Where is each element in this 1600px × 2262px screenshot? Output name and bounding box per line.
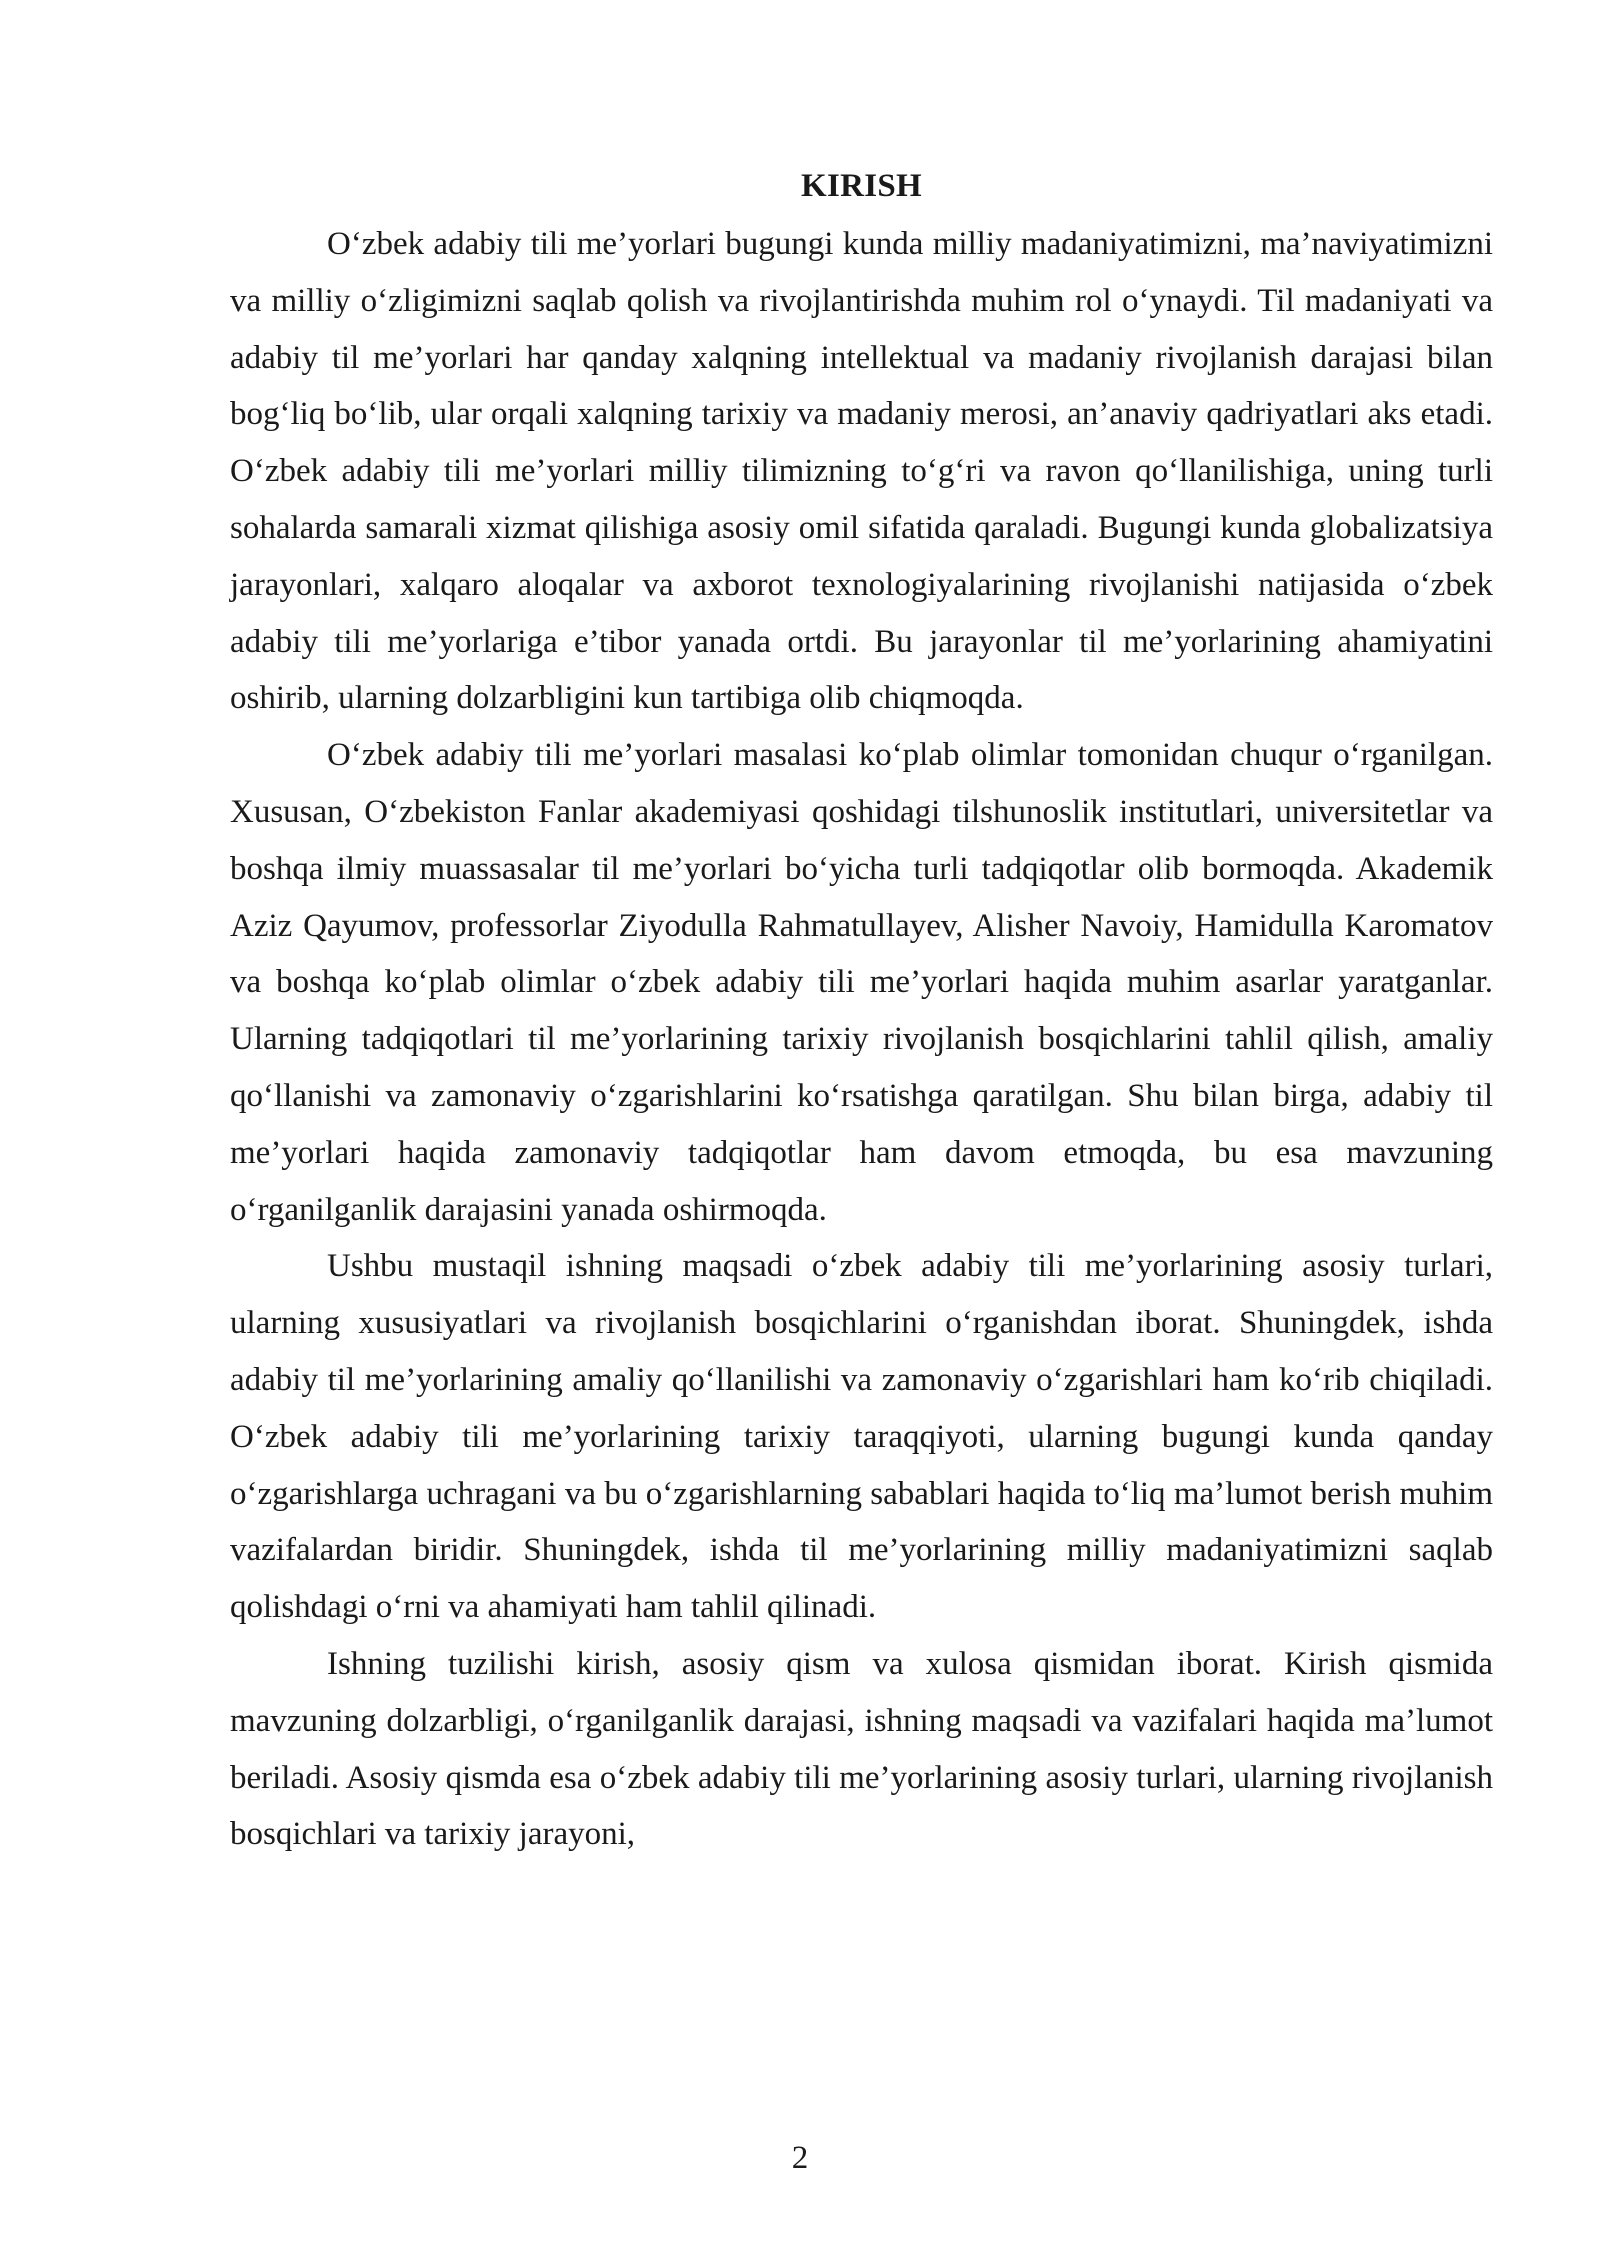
document-page [230, 158, 1493, 1863]
paragraph-research-degree: O‘zbek adabiy tili me’yorlari masalasi ko‘plab olimlar tomonidan chuqur o‘rganilgan. Xususan, O‘zbekiston Fanlar akademiyasi qoshidagi tilshunoslik institutlari, universitetlar va boshqa ilmiy muassasalar til me’yorlari bo‘yicha turli tadqiqotlar olib bormoqda. Akademik Aziz Qayumov, professorlar Ziyodulla Rahmatullayev, Alisher Navoiy, Hamidulla Karomatov va boshqa ko‘plab olimlar o‘zbek adabiy tili me’yorlari haqida muhim asarlar yaratganlar. Ularning tadqiqotlari til me’yorlarining tarixiy rivojlanish bosqichlarini tahlil qilish, amaliy qo‘llanishi va zamonaviy o‘zgarishlarini ko‘rsatishga qaratilgan. Shu bilan birga, adabiy til me’yorlari haqida zamonaviy tadqiqotlar ham davom etmoqda, bu esa mavzuning o‘rganilganlik darajasini yanada oshirmoqda. [230, 737, 1493, 1228]
paragraph-structure: Ishning tuzilishi kirish, asosiy qism va xulosa qismidan iborat. Kirish qismida mavzuning dolzarbligi, o‘rganilganlik darajasi, ishning maqsadi va vazifalari haqida ma’lumot beriladi. Asosiy qismda esa o‘zbek adabiy tili me’yorlarining asosiy turlari, ularning rivojlanish bosqichlari va tarixiy jarayoni, [230, 1645, 1493, 1853]
paragraph-goal: Ushbu mustaqil ishning maqsadi o‘zbek adabiy tili me’yorlarining asosiy turlari, ularning xususiyatlari va rivojlanish bosqichlarini o‘rganishdan iborat. Shuningdek, ishda adabiy til me’yorlarining amaliy qo‘llanilishi va zamonaviy o‘zgarishlari ham ko‘rib chiqiladi. O‘zbek adabiy tili me’yorlarining tarixiy taraqqiyoti, ularning bugungi kunda qanday o‘zgarishlarga uchragani va bu o‘zgarishlarning sabablari haqida to‘liq ma’lumot berish muhim vazifalardan biridir. Shuningdek, ishda til me’yorlarining milliy madaniyatimizni saqlab qolishdagi o‘rni va ahamiyati ham tahlil qilinadi. [230, 1248, 1493, 1626]
section-title: KIRISH [800, 168, 922, 204]
page-number: 2 [791, 2140, 809, 2176]
paragraph-relevance: O‘zbek adabiy tili me’yorlari bugungi kunda milliy madaniyatimizni, ma’naviyatimizni va milliy o‘zligimizni saqlab qolish va rivojlantirishda muhim rol o‘ynaydi. Til madaniyati va adabiy til me’yorlari har qanday xalqning intellektual va madaniy rivojlanish darajasi bilan bog‘liq bo‘lib, ular orqali xalqning tarixiy va madaniy merosi, an’anaviy qadriyatlari aks etadi. O‘zbek adabiy tili me’yorlari milliy tilimizning to‘g‘ri va ravon qo‘llanilishiga, uning turli sohalarda samarali xizmat qilishiga asosiy omil sifatida qaraladi. Bugungi kunda globalizatsiya jarayonlari, xalqaro aloqalar va axborot texnologiyalarining rivojlanishi natijasida o‘zbek adabiy tili me’yorlariga e’tibor yanada ortdi. Bu jarayonlar til me’yorlarining ahamiyatini oshirib, ularning dolzarbligini kun tartibiga olib chiqmoqda. [230, 226, 1493, 717]
